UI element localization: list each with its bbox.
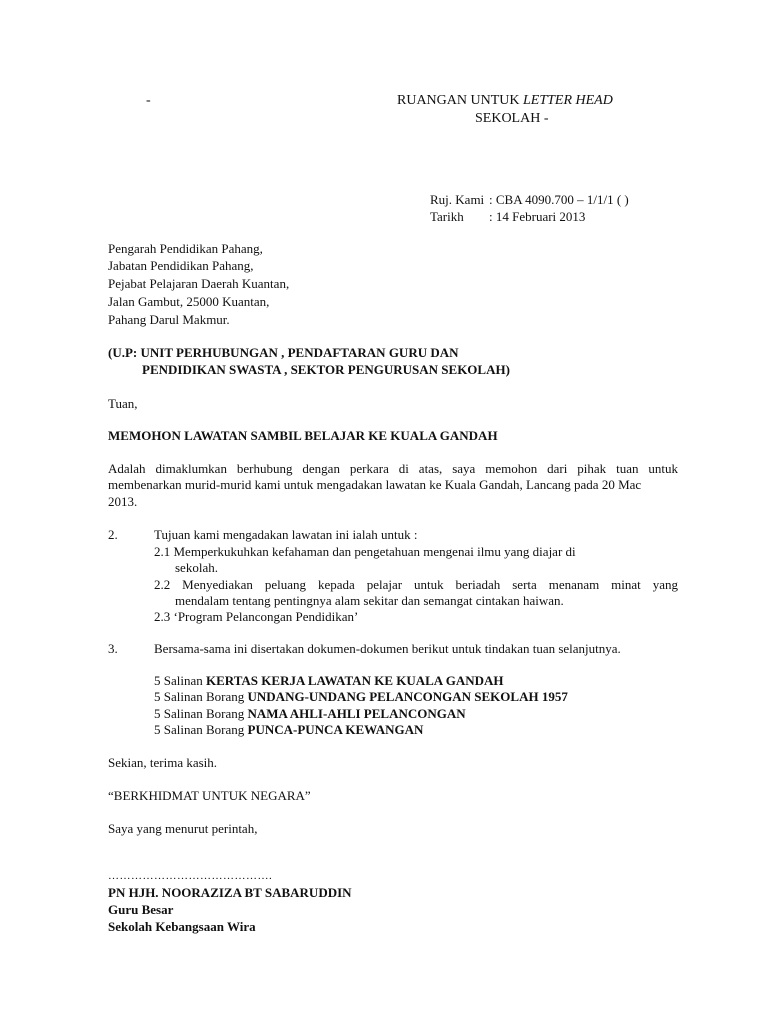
section2-intro: Tujuan kami mengadakan lawatan ini ialah untuk : xyxy=(154,527,418,542)
address-line: Pejabat Pelajaran Daerah Kuantan, xyxy=(108,276,290,291)
attachment-prefix: 5 Salinan xyxy=(154,673,206,688)
reference-tarikh-label: Tarikh xyxy=(430,209,464,224)
subject-title: MEMOHON LAWATAN SAMBIL BELAJAR KE KUALA GANDAH xyxy=(108,428,498,443)
letterhead-line1 xyxy=(397,92,613,109)
section2-item2-line1: 2.2 Menyediakan peluang kepada pelajar untuk beriadah serta menanam minat yang xyxy=(154,577,678,592)
attachment-item xyxy=(154,689,568,705)
section2-item1-line2: sekolah. xyxy=(175,560,218,575)
section2-item2-line2: mendalam tentang pentingnya alam sekitar dan semangat cintakan haiwan. xyxy=(175,593,564,608)
attachment-prefix: 5 Salinan Borang xyxy=(154,722,248,737)
reference-ruj-label: Ruj. Kami xyxy=(430,192,485,207)
paragraph1-line1: Adalah dimaklumkan berhubung dengan perkara di atas, saya memohon dari pihak tuan untuk xyxy=(108,461,678,476)
section3-number: 3. xyxy=(108,641,118,656)
letterhead-line1-italic: LETTER HEAD xyxy=(523,93,613,108)
section2-item1-line1: 2.1 Memperkukuhkan kefahaman dan pengetahuan mengenai ilmu yang diajar di xyxy=(154,544,576,559)
attachment-title: UNDANG-UNDANG PELANCONGAN SEKOLAH 1957 xyxy=(247,689,568,704)
attachment-prefix: 5 Salinan Borang xyxy=(154,689,248,704)
signature-dots: ……………………………………. xyxy=(108,870,273,882)
attention-line2: PENDIDIKAN SWASTA , SEKTOR PENGURUSAN SEKOLAH) xyxy=(142,362,510,377)
paragraph1-line3: 2013. xyxy=(108,494,138,509)
address-line: Pahang Darul Makmur. xyxy=(108,312,230,327)
reference-ruj-value: : CBA 4090.700 – 1/1/1 ( ) xyxy=(489,192,629,207)
address-line: Pengarah Pendidikan Pahang, xyxy=(108,241,263,256)
section3-text: Bersama-sama ini disertakan dokumen-dokumen berikut untuk tindakan tuan selanjutnya. xyxy=(154,641,621,656)
attachment-title: PUNCA-PUNCA KEWANGAN xyxy=(247,722,424,737)
letterhead-dash: - xyxy=(146,93,151,108)
attachment-item xyxy=(154,706,466,722)
closing-thanks: Sekian, terima kasih. xyxy=(108,755,218,770)
address-line: Jalan Gambut, 25000 Kuantan, xyxy=(108,294,270,309)
salutation: Tuan, xyxy=(108,396,138,411)
attention-line1: (U.P: UNIT PERHUBUNGAN , PENDAFTARAN GURU DAN xyxy=(108,345,459,360)
signature-title: Guru Besar xyxy=(108,902,174,917)
closing-motto: “BERKHIDMAT UNTUK NEGARA” xyxy=(108,788,311,803)
attachment-title: KERTAS KERJA LAWATAN KE KUALA GANDAH xyxy=(206,673,504,688)
signature-school: Sekolah Kebangsaan Wira xyxy=(108,919,256,934)
paragraph1-line2: membenarkan murid-murid kami untuk mengadakan lawatan ke Kuala Gandah, Lancang pada 20 Mac xyxy=(108,477,642,492)
signature-name: PN HJH. NOORAZIZA BT SABARUDDIN xyxy=(108,885,352,900)
attachment-item xyxy=(154,722,423,738)
attachment-title: NAMA AHLI-AHLI PELANCONGAN xyxy=(247,706,466,721)
attachment-item xyxy=(154,673,504,689)
address-line: Jabatan Pendidikan Pahang, xyxy=(108,258,254,273)
reference-tarikh-value: : 14 Februari 2013 xyxy=(489,209,586,224)
closing-sign-off: Saya yang menurut perintah, xyxy=(108,821,258,836)
attachment-prefix: 5 Salinan Borang xyxy=(154,706,248,721)
letterhead-line2: SEKOLAH - xyxy=(475,111,549,126)
section2-number: 2. xyxy=(108,527,118,542)
letterhead-line1-prefix: RUANGAN UNTUK xyxy=(397,93,523,108)
section2-item3: 2.3 ‘Program Pelancongan Pendidikan’ xyxy=(154,609,359,624)
